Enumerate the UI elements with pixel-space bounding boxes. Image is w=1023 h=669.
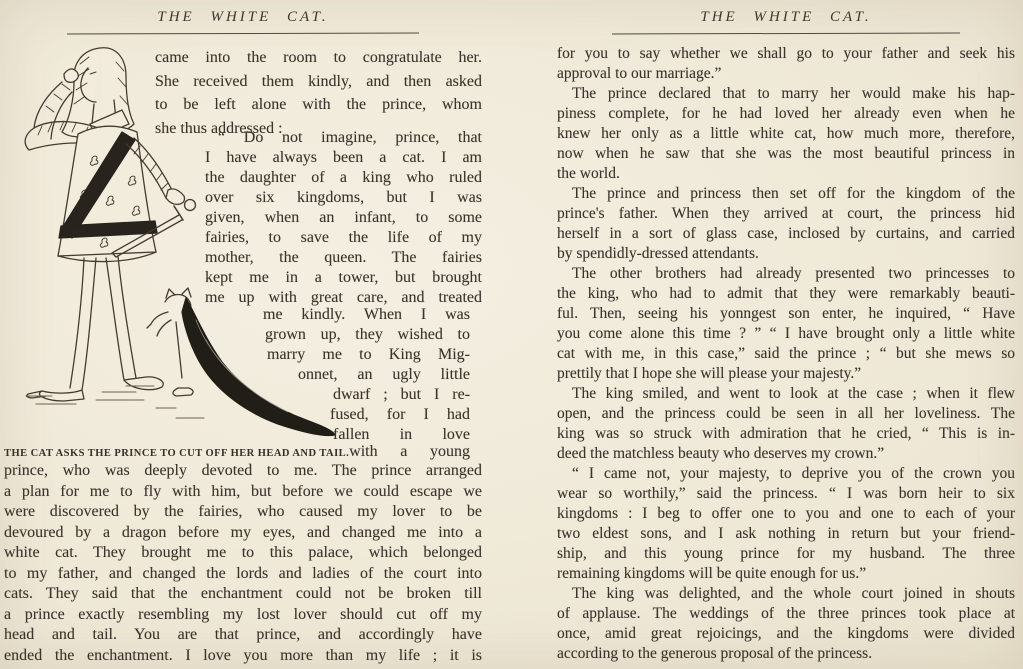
text-line: a plan for me to fly with him, but before we could escape we: [4, 482, 482, 500]
text-line: deed the matchless beauty who deserves my crown.”: [557, 445, 885, 462]
text-line: “ I came not, your majesty, to deprive you of the crown you: [572, 465, 1015, 482]
text-line: the world.: [557, 165, 620, 182]
text-line: mother, the queen. The fairies: [205, 249, 482, 266]
text-line: came into the room to congratulate her.: [155, 49, 482, 66]
caption-side-text: [349, 442, 470, 462]
text-line: I have always been a cat. I am: [205, 149, 482, 166]
left-text-block-stair: [4, 305, 470, 445]
text-line: wear so worthily,” said the princess. “ I was born heir to six: [557, 485, 1015, 502]
text-line: once, amid great rejoicings, and the kingdoms were divided: [557, 625, 1015, 642]
illustration-caption: THE CAT ASKS THE PRINCE TO CUT OFF HER HEAD AND TAIL.: [4, 448, 350, 459]
text-line: ship, and this young prince for my husband. The three: [557, 545, 1015, 562]
text-line: onnet, an ugly little: [298, 366, 470, 383]
text-line: to be left alone with the prince, whom: [155, 96, 482, 113]
text-line: The prince and princess then set off for the kingdom of the: [572, 185, 1015, 202]
running-head-right: THE WHITE CAT.: [700, 9, 872, 25]
text-line: “ Do not imagine, prince, that: [218, 129, 482, 146]
left-text-block-main: [4, 461, 482, 666]
text-line: The other brothers had already presented two princesses to: [572, 265, 1015, 282]
text-line: piness complete, for he had loved her already even when he: [557, 105, 1015, 122]
text-line: remaining kingdoms will be quite enough for us.”: [557, 565, 867, 582]
paragraph: [557, 464, 1015, 584]
text-line: to my father, and changed the lords and ladies of the court into: [4, 564, 482, 582]
text-line: of applause. The weddings of the three princes took place at: [557, 605, 1015, 622]
right-text-column: [557, 44, 1015, 664]
text-line: by spendidly-dressed attendants.: [557, 245, 759, 262]
text-line: over six kingdoms, but I was: [205, 189, 482, 206]
text-line: ended the enchantment. I love you more than my life ; it is: [4, 646, 482, 664]
text-line: prettily that I hope she will please your majesty.”: [557, 365, 862, 382]
text-line: the daughter of a king who ruled: [205, 169, 482, 186]
text-line: herself in a sort of glass case, inclosed by curtains, and carried: [557, 225, 1015, 242]
text-line: dwarf ; but I re-: [333, 386, 470, 403]
left-text-block-top: [155, 46, 482, 140]
text-line: the king, who had to admit that they were remarkably beauti-: [557, 285, 1015, 302]
text-line: she thus addressed :: [155, 119, 283, 137]
text-line: white cat. They brought me to this palace, which belonged: [4, 544, 482, 561]
header-rule-left: [67, 33, 419, 35]
text-line: kingdoms : I beg to offer one to you and one to each of your: [557, 505, 1015, 522]
text-line: me up with great care, and treated: [205, 289, 482, 306]
text-line: ful. Then, seeing his yonngest son enter, he inquired, “ Have: [557, 305, 1015, 322]
text-line: prince's father. When they arrived at court, the princess hid: [557, 205, 1015, 222]
header-rule-right: [612, 33, 960, 35]
text-line: grown up, they wished to: [265, 326, 470, 343]
text-line: The king smiled, and went to look at the case ; when it flew: [572, 385, 1015, 402]
text-line: with a young: [349, 443, 470, 460]
text-line: open, and the princess could be seen in all her loveliness. The: [557, 405, 1015, 422]
text-line: She received them kindly, and then asked: [155, 72, 482, 90]
illustration-caption-row: [4, 442, 470, 462]
paragraph: [557, 184, 1015, 264]
text-line: you come alone this time ? ” “ I have brought only a little white: [557, 325, 1015, 342]
text-line: cat with me, in this case,” said the prince ; “ but she mews so: [557, 345, 1015, 362]
text-line: fallen in love: [333, 426, 470, 443]
text-line: cats. They said that the enchantment could not be broken till: [4, 585, 482, 602]
text-line: king was so struck with admiration that he cried, “ This is in-: [557, 425, 1015, 442]
right-page: [557, 0, 1015, 669]
left-text-block-quote: [205, 128, 482, 308]
text-line: according to the generous proposal of the princess.: [557, 645, 873, 662]
text-line: now when he saw that she was the most beautiful princess in: [557, 145, 1015, 162]
paragraph: [557, 84, 1015, 184]
text-line: head and tail. You are that prince, and accordingly have: [4, 626, 482, 643]
running-head-left: THE WHITE CAT.: [157, 9, 329, 25]
text-line: fused, for I had: [330, 406, 470, 423]
text-line: kept me in a tower, but brought: [205, 269, 482, 286]
text-line: devoured by a dragon before my eyes, and changed me into a: [4, 523, 482, 541]
text-line: knew her only as a little white cat, how much more, therefore,: [557, 125, 1015, 142]
text-line: fairies, to save the life of my: [205, 229, 482, 246]
text-line: for you to say whether we shall go to your father and seek his: [557, 45, 1015, 62]
text-line: given, when an infant, to some: [205, 209, 482, 226]
paragraph: [557, 584, 1015, 664]
paragraph: [557, 264, 1015, 384]
text-line: were discovered by the fairies, who caused my lover to be: [4, 503, 482, 520]
text-line: The king was delighted, and the whole court joined in shouts: [572, 585, 1015, 602]
text-line: prince, who was deeply devoted to me. The prince arranged: [4, 462, 482, 479]
paragraph: [557, 384, 1015, 464]
text-line: two eldest sons, and I ask nothing in return but your friend-: [557, 525, 1015, 542]
paragraph: [557, 44, 1015, 84]
text-line: approval to our marriage.”: [557, 65, 722, 82]
text-line: The prince declared that to marry her would make his hap-: [572, 85, 1015, 102]
text-line: a prince exactly resembling my lost lover should cut off my: [4, 605, 482, 623]
text-line: marry me to King Mig-: [267, 346, 470, 363]
text-line: me kindly. When I was: [263, 306, 470, 323]
left-page: [4, 0, 482, 669]
